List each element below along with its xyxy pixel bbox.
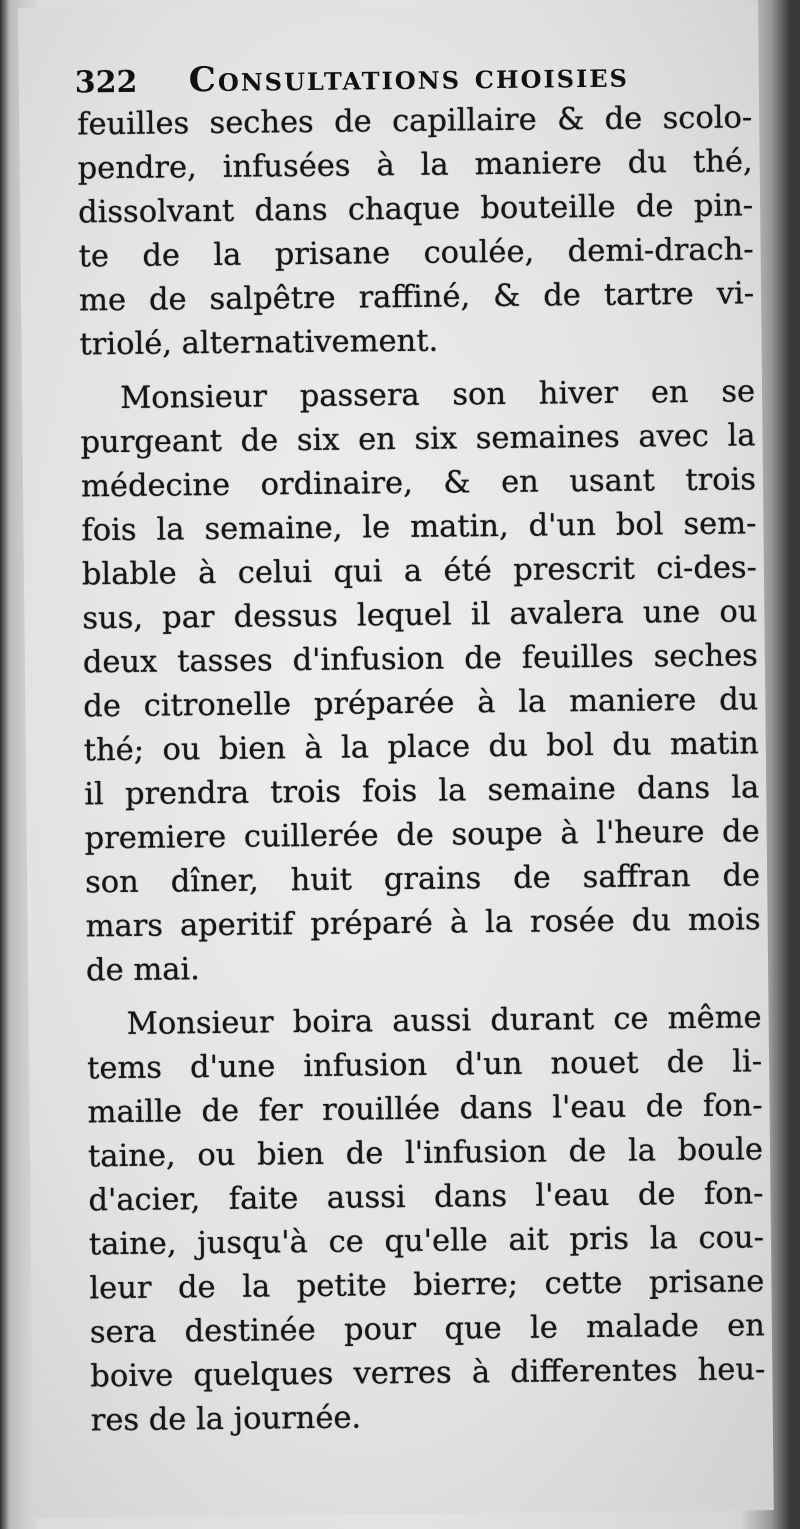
text-line: blable à celui qui a été prescrit ci-des- <box>81 550 758 593</box>
text-line: sera destinée pour que le malade en <box>89 1308 766 1351</box>
text-line: mars aperitif préparé à la rosée du mois <box>85 902 761 945</box>
paragraph-1 <box>77 96 755 367</box>
text-line: me de salpêtre raffiné, & de tartre vi- <box>78 276 755 319</box>
text-line: taine, ou bien de l'infusion de la boule <box>87 1132 764 1175</box>
text-line: triolé, alternativement. <box>79 323 439 363</box>
text-line: tems d'une infusion d'un nouet de li- <box>86 1044 763 1087</box>
paragraph-2 <box>80 370 761 993</box>
text-line: premiere cuillerée de soupe à l'heure de <box>84 814 760 857</box>
book-page <box>18 0 774 1518</box>
text-line: leur de la petite bierre; cette prisane <box>89 1264 765 1307</box>
text-line: taine, jusqu'à ce qu'elle ait pris la cou- <box>88 1220 765 1263</box>
text-line: Monsieur passera son hiver en se <box>119 374 756 416</box>
page-header <box>74 47 714 104</box>
text-line: fois la semaine, le matin, d'un bol sem- <box>81 506 757 549</box>
text-line: res de la journée. <box>90 1400 362 1439</box>
text-line: te de la prisane coulée, demi-drach- <box>78 232 754 275</box>
text-line: médecine ordinaire, & en usant trois <box>80 462 757 505</box>
text-line: dissolvant dans chaque bouteille de pin- <box>77 188 754 231</box>
text-line: feuilles seches de capillaire & de scolo- <box>77 100 753 143</box>
running-head: Consultations choisies <box>188 55 630 101</box>
text-line: maille de fer rouillée dans l'eau de fon- <box>87 1088 763 1131</box>
text-line: d'acier, faite aussi dans l'eau de fon- <box>88 1176 764 1219</box>
text-line: boive quelques verres à differentes heu- <box>90 1352 766 1395</box>
text-line: de citronelle préparée à la maniere du <box>83 682 759 725</box>
text-line: pendre, infusées à la maniere du thé, <box>77 144 753 187</box>
text-line: il prendra trois fois la semaine dans la <box>84 770 760 813</box>
text-line: son dîner, huit grains de saffran de <box>84 858 761 901</box>
text-line: de mai. <box>85 952 201 989</box>
text-line: purgeant de six en six semaines avec la <box>80 418 756 461</box>
text-line: deux tasses d'infusion de feuilles seches <box>82 638 759 681</box>
text-line: Monsieur boira aussi durant ce même <box>126 1000 762 1042</box>
text-line: thé; ou bien à la place du bol du matin <box>83 726 759 769</box>
body-text <box>77 96 766 1443</box>
text-line: sus, par dessus lequel il avalera une ou <box>82 594 758 637</box>
paragraph-3 <box>86 996 766 1443</box>
page-number: 322 <box>74 64 138 101</box>
